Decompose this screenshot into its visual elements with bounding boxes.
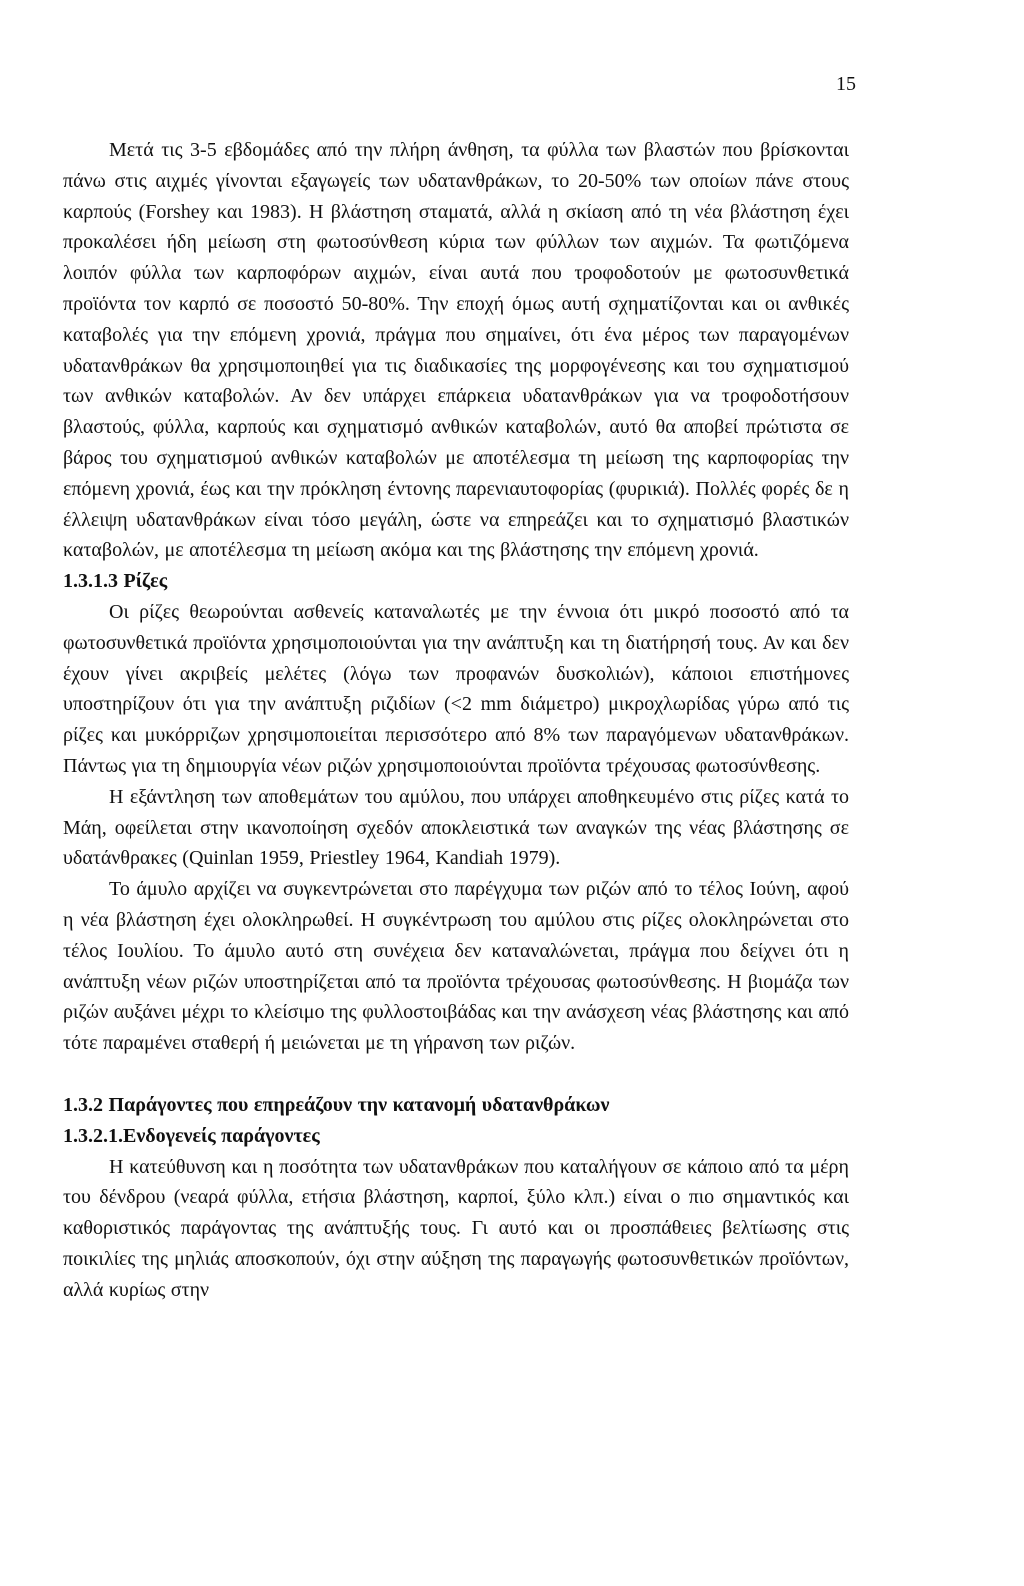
paragraph-carbohydrate-direction: Η κατεύθυνση και η ποσότητα των υδατανθράκων που καταλήγουν σε κάποιο από τα μέρη του δένδρου (νεαρά φύλλα, ετήσια βλάστηση, καρποί, ξύλο κλπ.) είναι ο πιο σημαντικός και καθοριστικός παράγοντας της ανάπτυξής τους. Γι αυτό και οι προσπάθειες βελτίωσης στις ποικιλίες της μηλιάς αποσκοπούν, όχι στην αύξηση της παραγωγής φωτοσυνθετικών προϊόντων, αλλά κυρίως στην xyxy=(63,1155,849,1301)
section-spacer xyxy=(63,1059,849,1090)
paragraph-starch-depletion: Η εξάντληση των αποθεμάτων του αμύλου, που υπάρχει αποθηκευμένο στις ρίζες κατά το Μάη, οφείλεται στην ικανοποίηση σχεδόν αποκλειστικά των αναγκών της νέας βλάστησης σε υδατάνθρακες (Quinlan 1959, Priestley 1964, Kandiah 1979). xyxy=(63,785,849,870)
section-heading-roots: 1.3.1.3 Ρίζες xyxy=(63,570,168,593)
body-text xyxy=(63,135,849,1305)
subsection-heading-endogenous: 1.3.2.1.Ενδογενείς παράγοντες xyxy=(63,1124,320,1147)
paragraph-photosynthesis: Μετά τις 3-5 εβδομάδες από την πλήρη άνθηση, τα φύλλα των βλαστών που βρίσκονται πάνω στις αιχμές γίνονται εξαγωγείς των υδατανθράκων, το 20-50% των οποίων πάνε στους καρπούς (Forshey και 1983). Η βλάστηση σταματά, αλλά η σκίαση από τη νέα βλάστηση έχει προκαλέσει ήδη μείωση στη φωτοσύνθεση κύρια των φύλλων των αιχμών. Τα φωτιζόμενα λοιπόν φύλλα των καρποφόρων αιχμών, είναι αυτά που τροφοδοτούν με φωτοσυνθετικά προϊόντα τον καρπό σε ποσοστό 50-80%. Την εποχή όμως αυτή σχηματίζονται και οι ανθικές καταβολές για την επόμενη χρονιά, πράγμα που σημαίνει, ότι ένα μέρος των παραγομένων υδατανθράκων θα χρησιμοποιηθεί για τις διαδικασίες της μορφογένεσης και του σχηματισμού των ανθικών καταβολών. Αν δεν υπάρχει επάρκεια υδατανθράκων για να τροφοδοτήσουν βλαστούς, φύλλα, καρπούς και σχηματισμό ανθικών καταβολών, αυτό θα αποβεί πρώτιστα σε βάρος του σχηματισμού ανθικών καταβολών με αποτέλεσμα τη μείωση της καρποφορίας την επόμενη χρονιά, έως και την πρόκληση έντονης παρενιαυτοφορίας (φυρικιά). Πολλές φορές δε η έλλειψη υδατανθράκων είναι τόσο μεγάλη, ώστε να επηρεάζει και το σχηματισμό βλαστικών καταβολών, με αποτέλεσμα τη μείωση ακόμα και της βλάστησης την επόμενη χρονιά. xyxy=(63,139,849,562)
paragraph-roots-consumers: Οι ρίζες θεωρούνται ασθενείς καταναλωτές με την έννοια ότι μικρό ποσοστό από τα φωτοσυνθετικά προϊόντα χρησιμοποιούνται για την ανάπτυξη και τη διατήρησή τους. Αν και δεν έχουν γίνει ακριβείς μελέτες (λόγω των προφανών δυσκολιών), κάποιοι επιστήμονες υποστηρίζουν ότι για την ανάπτυξη ριζιδίων (<2 mm διάμετρο) μικροχλωρίδας γύρω από τις ρίζες και μυκόρριζων χρησιμοποιείται περισσότερο από 8% των παραγόμενων υδατανθράκων. Πάντως για τη δημιουργία νέων ριζών χρησιμοποιούνται προϊόντα τρέχουσας φωτοσύνθεσης. xyxy=(63,600,849,777)
section-heading-factors: 1.3.2 Παράγοντες που επηρεάζουν την κατανομή υδατανθράκων xyxy=(63,1093,610,1116)
paragraph-starch-accumulation: Το άμυλο αρχίζει να συγκεντρώνεται στο παρέγχυμα των ριζών από το τέλος Ιούνη, αφού η νέα βλάστηση έχει ολοκληρωθεί. Η συγκέντρωση του αμύλου στις ρίζες ολοκληρώνεται στο τέλος Ιουλίου. Το άμυλο αυτό στη συνέχεια δεν καταναλώνεται, πράγμα που δείχνει ότι η ανάπτυξη νέων ριζών υποστηρίζεται από τα προϊόντα τρέχουσας φωτοσύνθεσης. Η βιομάζα των ριζών αυξάνει μέχρι το κλείσιμο της φυλλοστοιβάδας και την ανάσχεση νέας βλάστησης και από τότε παραμένει σταθερή ή μειώνεται με τη γήρανση των ριζών. xyxy=(63,878,849,1055)
page-number: 15 xyxy=(836,73,856,95)
